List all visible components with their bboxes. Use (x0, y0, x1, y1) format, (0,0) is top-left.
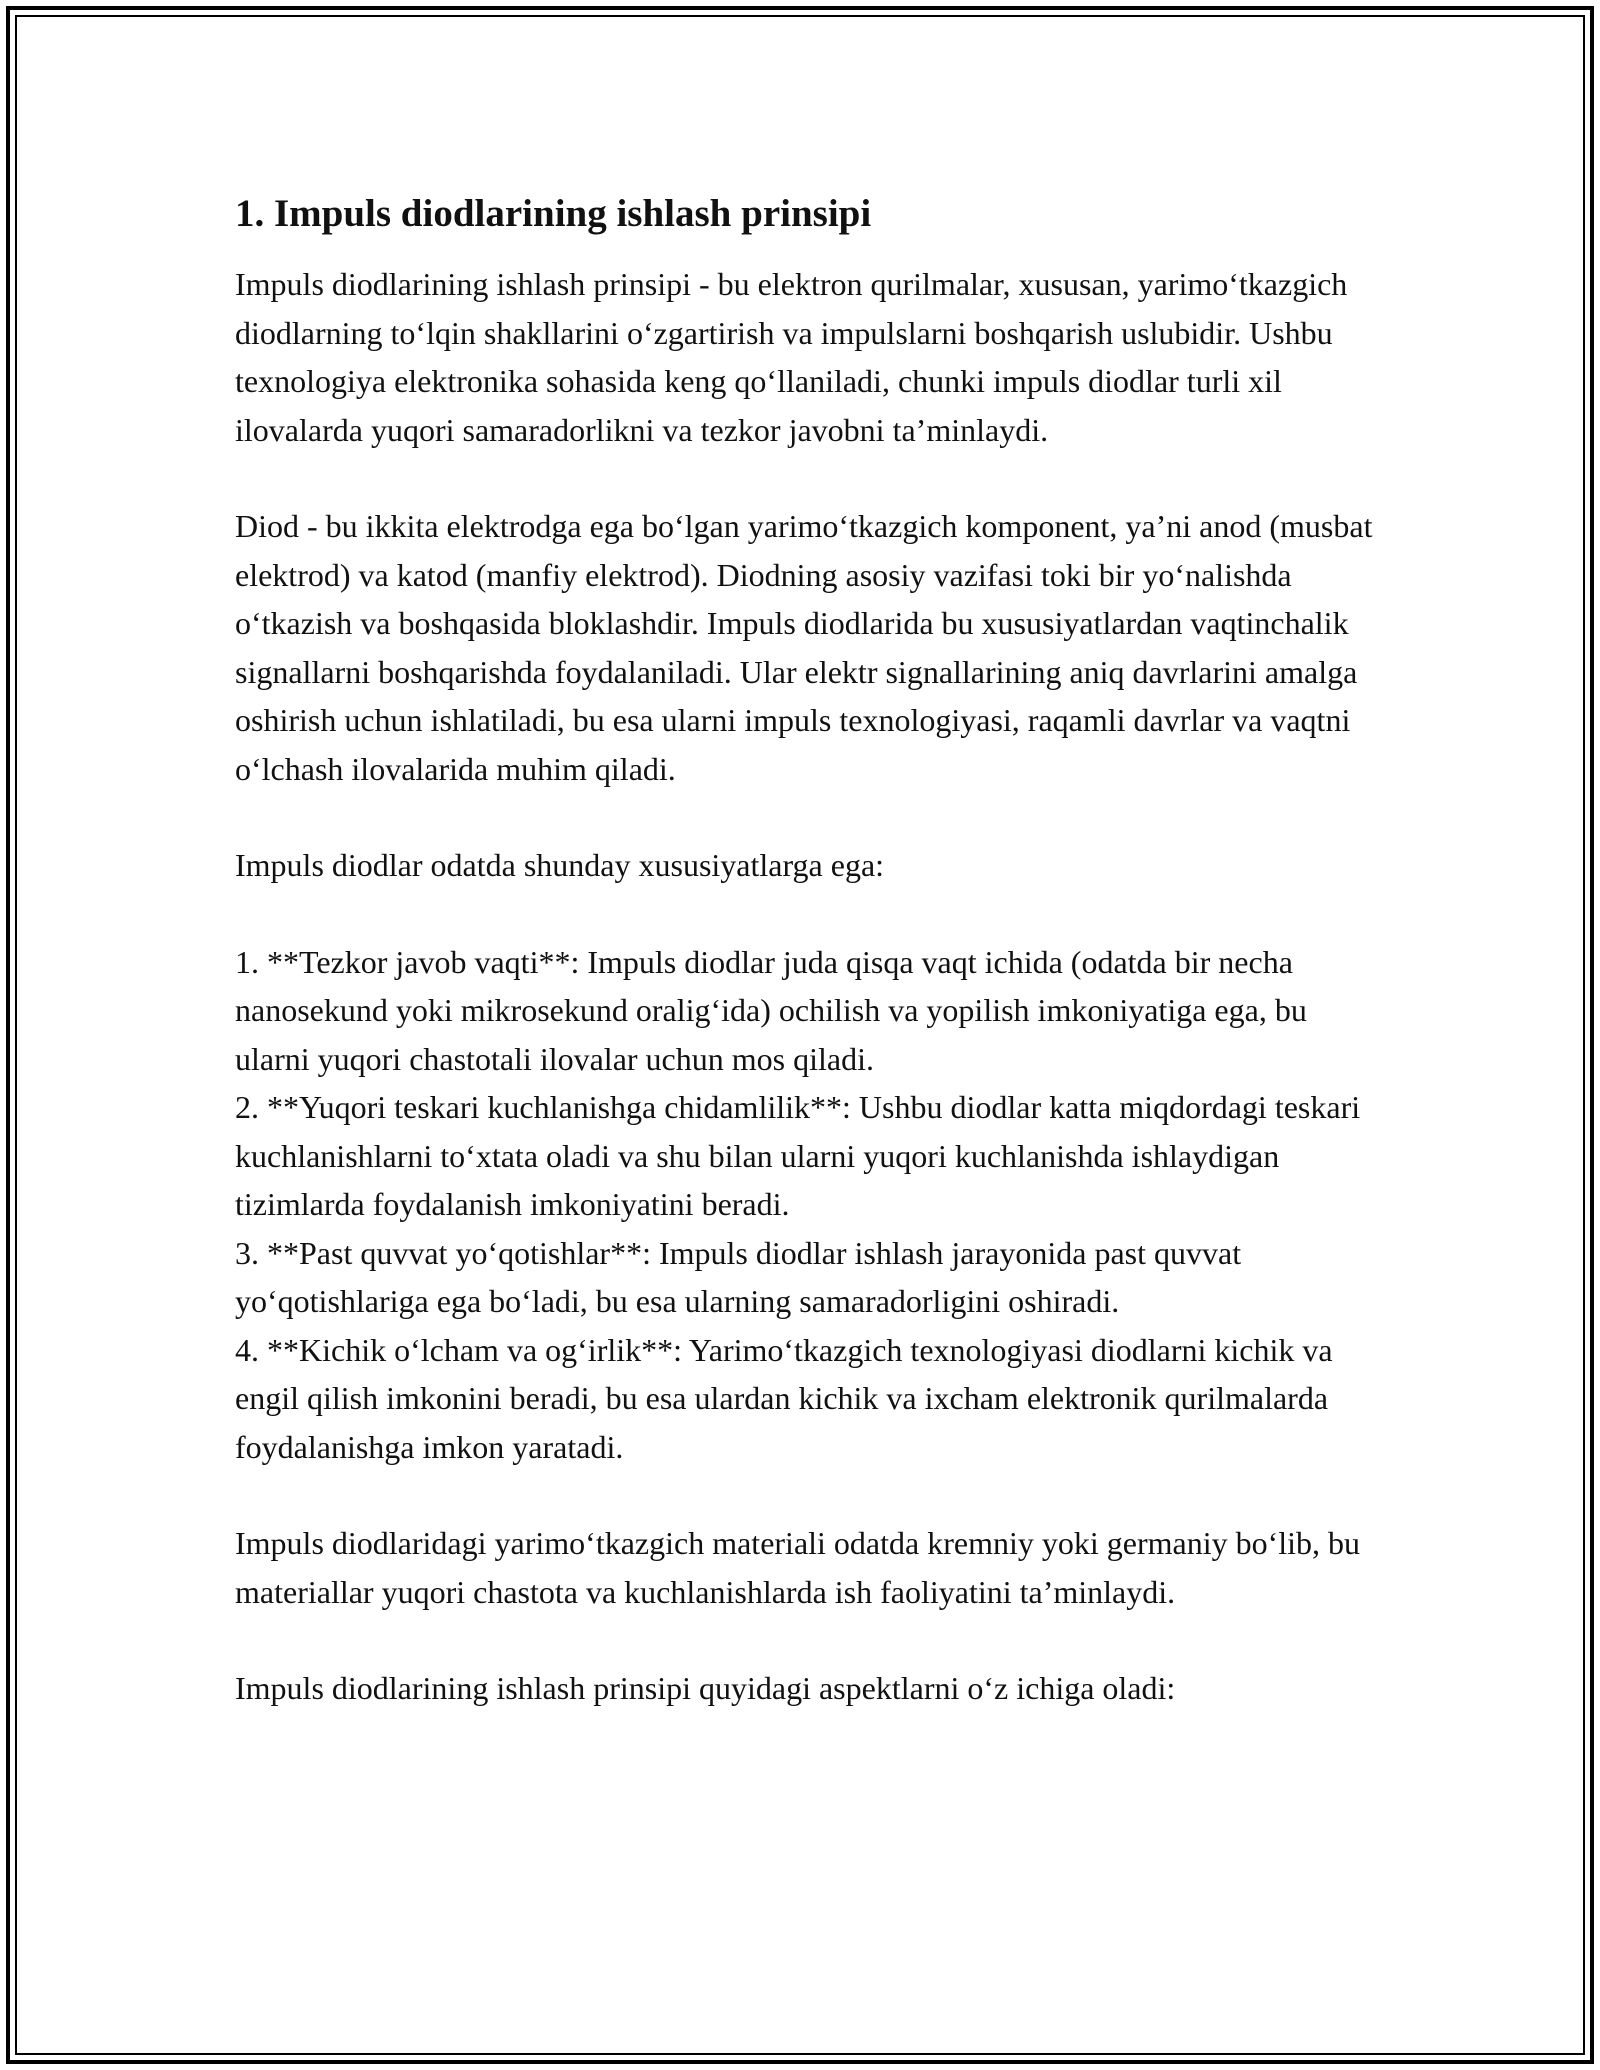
paragraph-materials: Impuls diodlaridagi yarimo‘tkazgich materiali odatda kremniy yoki germaniy bo‘lib, bu materiallar yuqori chastota va kuchlanishlarda ish faoliyatini ta’minlaydi. (235, 1525, 1361, 1610)
document-page (235, 190, 1375, 1761)
list-item: 4. **Kichik o‘lcham va og‘irlik**: Yarimo‘tkazgich texnologiyasi diodlarni kichik va engil qilish imkonini beradi, bu esa ulardan kichik va ixcham elektronik qurilmalarda foydalanishga imkon yaratadi. (235, 1331, 1333, 1465)
paragraph-aspects-intro: Impuls diodlarining ishlash prinsipi quyidagi aspektlarni o‘z ichiga oladi: (235, 1670, 1176, 1706)
list-item: 2. **Yuqori teskari kuchlanishga chidamlilik**: Ushbu diodlar katta miqdordagi teskari kuchlanishlarni to‘xtata oladi va shu bilan ularni yuqori kuchlanishda ishlaydigan tizimlarda foydalanish imkoniyatini beradi. (235, 1089, 1361, 1222)
paragraph-features-intro: Impuls diodlar odatda shunday xususiyatlarga ega: (235, 847, 885, 883)
list-item: 3. **Past quvvat yo‘qotishlar**: Impuls diodlar ishlash jarayonida past quvvat yo‘qotishlariga ega bo‘ladi, bu esa ularning samaradorligini oshiradi. (235, 1234, 1242, 1319)
list-item: 1. **Tezkor javob vaqti**: Impuls diodlar juda qisqa vaqt ichida (odatda bir necha nanosekund yoki mikrosekund oralig‘ida) ochilish va yopilish imkoniyatiga ega, bu ularni yuqori chastotali ilovalar uchun mos qiladi. (235, 943, 1307, 1077)
paragraph-intro: Impuls diodlarining ishlash prinsipi - bu elektron qurilmalar, xususan, yarimo‘tkazgich diodlarning to‘lqin shakllarini o‘zgartirish va impulslarni boshqarish uslubidir. Ushbu texnologiya elektronika sohasida keng qo‘llaniladi, chunki impuls diodlar turli xil ilovalarda yuqori samaradorlikni va tezkor javobni ta’minlaydi. (235, 266, 1348, 448)
section-heading: 1. Impuls diodlarining ishlash prinsipi (235, 192, 872, 235)
features-list (235, 938, 1375, 1472)
paragraph-diode-definition: Diod - bu ikkita elektrodga ega bo‘lgan yarimo‘tkazgich komponent, ya’ni anod (musbat elektrod) va katod (manfiy elektrod). Diodning asosiy vazifasi toki bir yo‘nalishda o‘tkazish va boshqasida bloklashdir. Impuls diodlarida bu xususiyatlardan vaqtinchalik signallarni boshqarishda foydalaniladi. Ular elektr signallarining aniq davrlarini amalga oshirish uchun ishlatiladi, bu esa ularni impuls texnologiyasi, raqamli davrlar va vaqtni o‘lchash ilovalarida muhim qiladi. (235, 508, 1373, 787)
